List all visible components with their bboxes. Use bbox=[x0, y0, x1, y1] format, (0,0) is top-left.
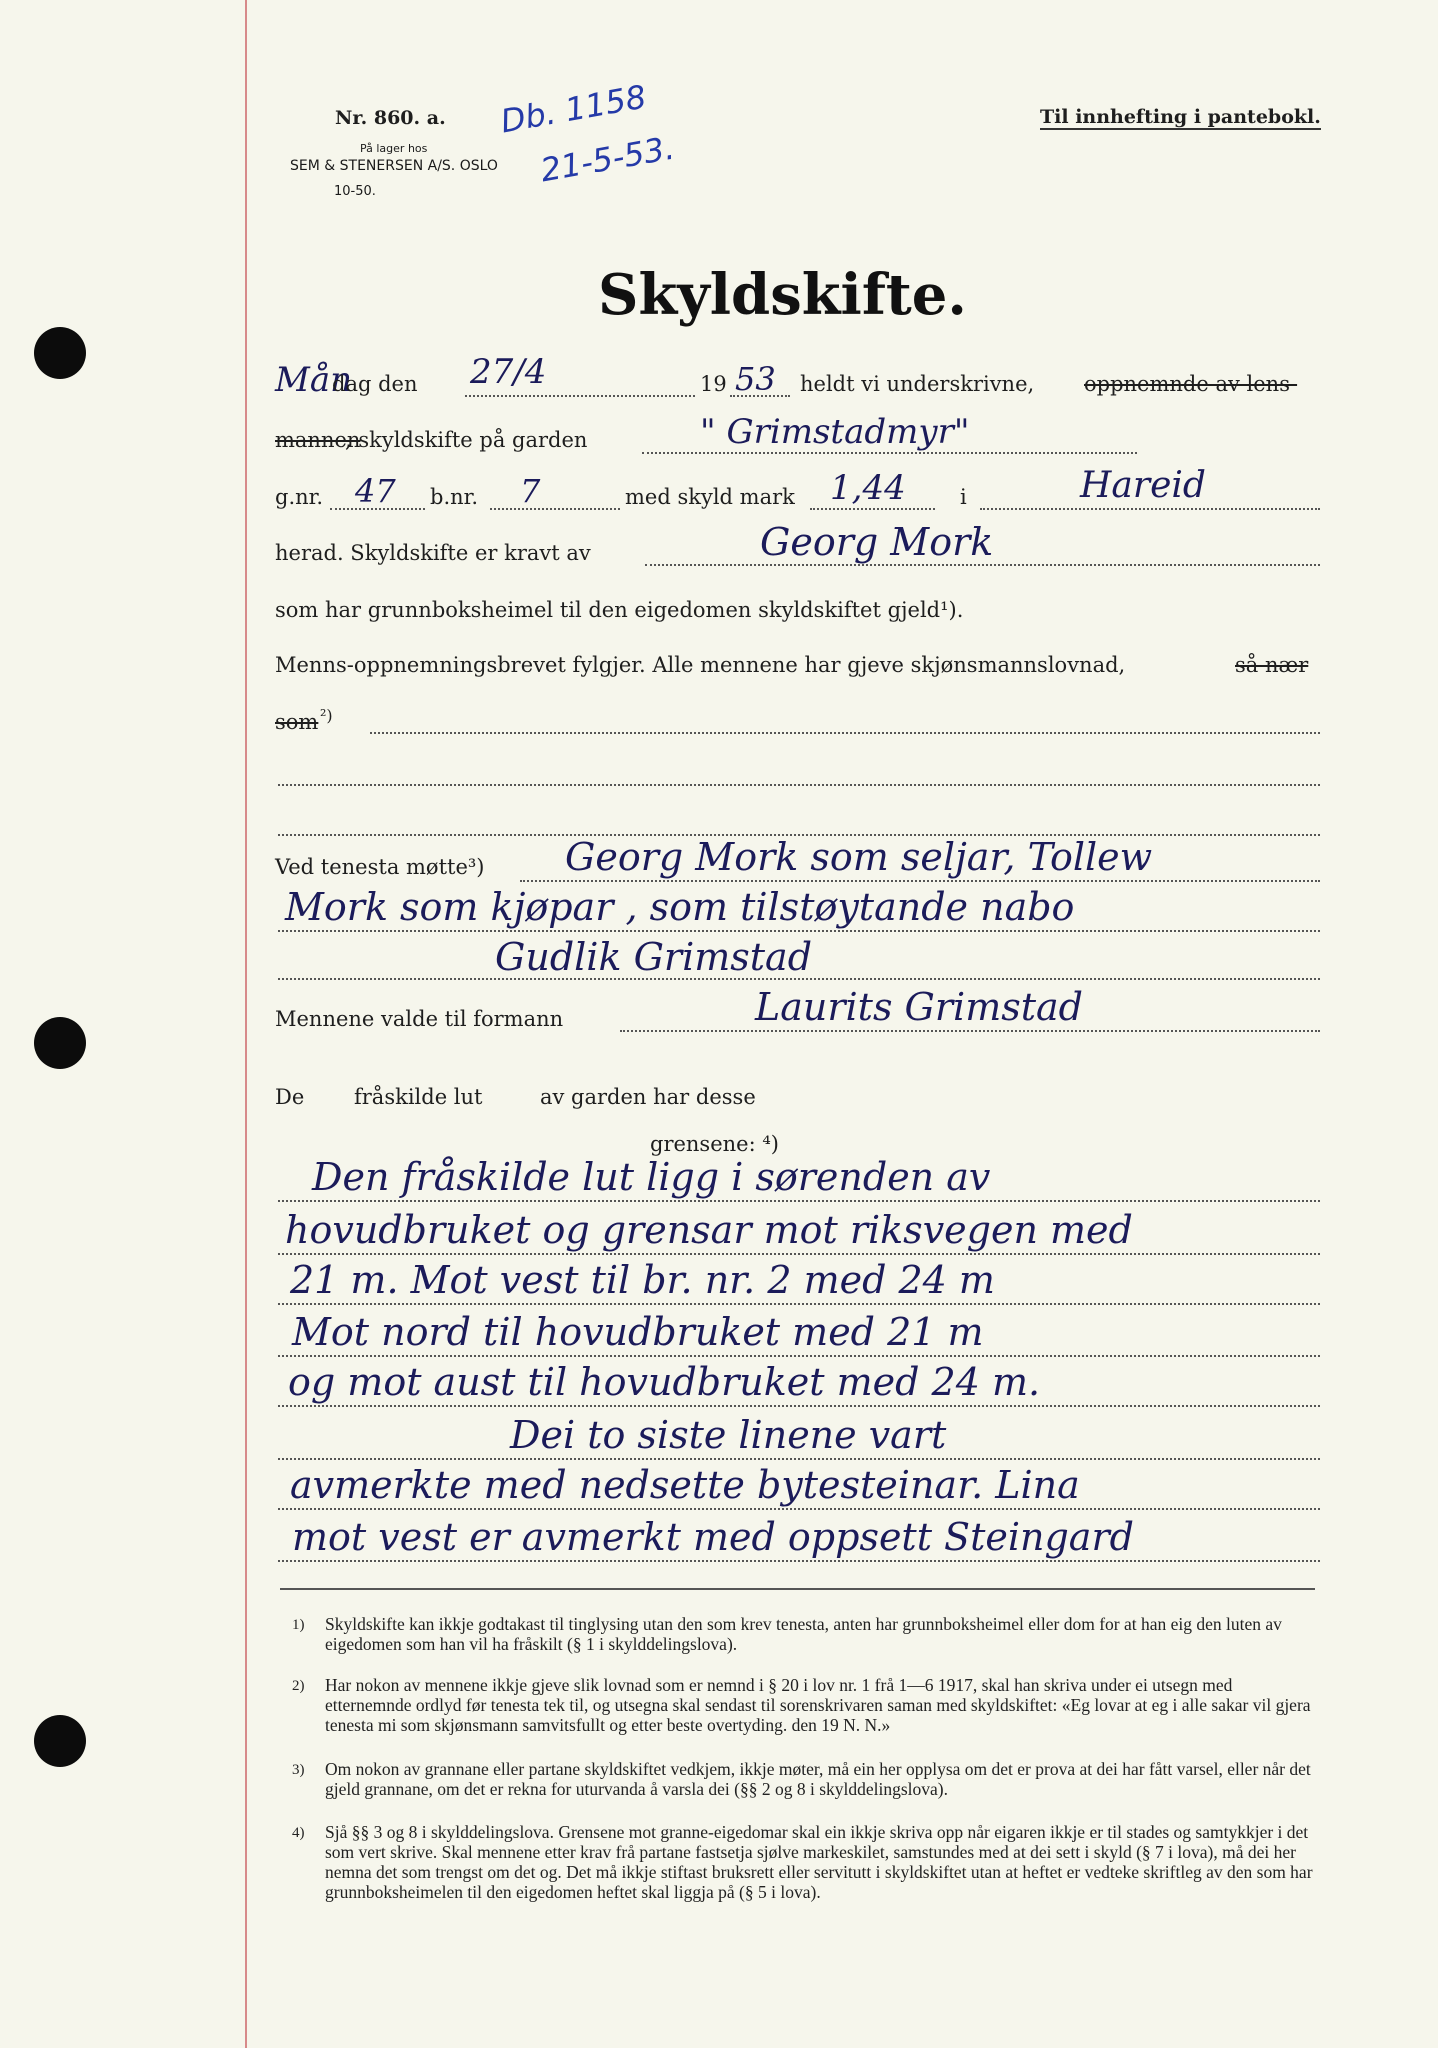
bnr-field-line bbox=[490, 508, 620, 510]
footnote-text: Om nokon av grannane eller partane skyldskiftet vedkjem, ikkje møter, må ein her opplysa om det er prova at dei har fått varsel, eller når det gjeld grannane, om det er rekna for uturvanda å varsla dei (§§ 2 og 8 i skylddelingslova). bbox=[325, 1759, 1311, 1799]
footnote-number: 1) bbox=[292, 1617, 305, 1633]
publisher-line: På lager hos bbox=[360, 142, 428, 155]
farm-field-line bbox=[642, 452, 1137, 454]
met-field-line bbox=[520, 880, 1320, 882]
blank-line bbox=[278, 784, 1320, 786]
boundary-handwritten-line: hovudbruket og grensar mot riksvegen med bbox=[285, 1208, 1133, 1252]
footnote-text: Sjå §§ 3 og 8 i skylddelingslova. Grensene mot granne-eigedomar skal ein ikkje skriva opp når eigaren ikkje er til stades og samtykkjer i det som vert skrive. Skal mennene etter krav frå partane fastsetja sjølve markeskilet, samstundes med at dei sett i skyld (§ 7 i lova), må dei her nemna det som trengst om det og. Det må ikkje stiftast bruksrett eller servitutt i skyldskiftet utan at heftet er vedteke skriftleg av den som har grunnboksheimelen til den eigedomen heftet skal liggja på (§ 5 i lova). bbox=[325, 1822, 1313, 1902]
weekday-suffix: dag den bbox=[332, 372, 418, 396]
in-label: i bbox=[960, 485, 967, 509]
registration-stamp-date: 21-5-53. bbox=[537, 128, 678, 190]
blank-line bbox=[370, 732, 1320, 734]
binder-hole bbox=[34, 327, 86, 379]
boundary-handwritten-line: avmerkte med nedsette bytesteinar. Lina bbox=[290, 1463, 1080, 1507]
footnote-number: 4) bbox=[292, 1825, 305, 1841]
boundary-handwritten-line: Dei to siste linene vart bbox=[510, 1413, 947, 1457]
boundary-handwritten-line: og mot aust til hovudbruket med 24 m. bbox=[288, 1360, 1041, 1404]
year-prefix: 19 bbox=[700, 372, 727, 396]
mark-field-line bbox=[810, 508, 935, 510]
boundary-field-line bbox=[278, 1253, 1320, 1255]
demand-field-line bbox=[645, 564, 1320, 566]
met-label: Ved tenesta møtte³) bbox=[275, 855, 485, 879]
form-number: Nr. 860. a. bbox=[335, 107, 446, 129]
demand-handwritten: Georg Mork bbox=[760, 520, 994, 564]
date-handwritten: 27/4 bbox=[470, 352, 547, 392]
boundary-field-line bbox=[278, 1200, 1320, 1202]
gnr-label: g.nr. bbox=[275, 485, 324, 509]
met-field-line bbox=[278, 930, 1320, 932]
footnote-number: 2) bbox=[292, 1678, 305, 1694]
held-text: heldt vi underskrivne, bbox=[800, 372, 1035, 396]
boundary-de: De bbox=[275, 1085, 305, 1109]
boundary-handwritten-line: mot vest er avmerkt med oppsett Steingard bbox=[292, 1515, 1134, 1559]
boundary-rest: av garden har desse bbox=[540, 1085, 756, 1109]
boundary-field-line bbox=[278, 1355, 1320, 1357]
farm-label: , skyldskifte på garden bbox=[345, 428, 588, 452]
herad-handwritten: Hareid bbox=[1080, 465, 1206, 506]
boundary-grensene: grensene: ⁴) bbox=[650, 1132, 779, 1156]
boundary-field-line bbox=[278, 1303, 1320, 1305]
met-handwritten-line: Mork som kjøpar , som tilstøytande nabo bbox=[285, 885, 1075, 929]
menns-text: Menns-oppnemningsbrevet fylgjer. Alle mennene har gjeve skjønsmannslovnad, bbox=[275, 653, 1126, 677]
chair-label: Mennene valde til formann bbox=[275, 1007, 564, 1031]
boundary-field-line bbox=[278, 1405, 1320, 1407]
gnr-handwritten: 47 bbox=[355, 472, 396, 510]
som-struck: som bbox=[275, 710, 319, 734]
herad-field-line bbox=[980, 508, 1320, 510]
binding-note: Til innhefting i pantebokl. bbox=[1040, 106, 1321, 128]
mark-label: med skyld mark bbox=[625, 485, 795, 509]
publisher-name: SEM & STENERSEN A/S. OSLO bbox=[290, 158, 498, 174]
boundary-handwritten-line: 21 m. Mot vest til br. nr. 2 med 24 m bbox=[290, 1258, 995, 1302]
met-handwritten-line: Gudlik Grimstad bbox=[495, 935, 813, 979]
year-handwritten: 53 bbox=[735, 360, 776, 398]
chair-handwritten: Laurits Grimstad bbox=[755, 985, 1083, 1029]
boundary-field-line bbox=[278, 1560, 1320, 1562]
struck-text: oppnemnde av lens- bbox=[1084, 372, 1298, 396]
publisher-date: 10-50. bbox=[334, 184, 376, 199]
boundary-handwritten-line: Mot nord til hovudbruket med 21 m bbox=[292, 1310, 984, 1354]
grunnbok-text: som har grunnboksheimel til den eigedomen skyldskiftet gjeld¹). bbox=[275, 598, 964, 622]
bnr-handwritten: 7 bbox=[520, 472, 541, 510]
demand-label: herad. Skyldskifte er kravt av bbox=[275, 541, 591, 565]
mark-handwritten: 1,44 bbox=[830, 468, 906, 508]
farm-handwritten: " Grimstadmyr" bbox=[700, 412, 970, 452]
boundary-lut: fråskilde lut bbox=[354, 1085, 483, 1109]
footnote-text: Skyldskifte kan ikkje godtakast til tinglysing utan den som krev tenesta, anten har grunnboksheimel eller dom for at han eig den luten av eigedomen som han vil ha fråskilt (§ 1 i skylddelingslova). bbox=[325, 1614, 1282, 1654]
footnote-text: Har nokon av mennene ikkje gjeve slik lovnad som er nemnd i § 20 i lov nr. 1 frå 1—6 1917, skal han skriva under ei utsegn med etternemnde ordlyd før tenesta tek til, og utsegna skal sendast til sorenskrivaren saman med skyldskiftet: «Eg lovar at eg i alle sakar vil gjera tenesta mi som skjønsmann samvitsfullt og etter beste overtyding. den 19 N. N.» bbox=[325, 1675, 1311, 1735]
met-handwritten-line: Georg Mork som seljar, Tollew bbox=[565, 835, 1153, 879]
struck-text: mannen bbox=[275, 428, 361, 452]
date-field-line bbox=[465, 395, 695, 397]
page-title: Skyldskifte. bbox=[598, 262, 967, 328]
binder-hole bbox=[34, 1715, 86, 1767]
som-footnote-ref: ²) bbox=[320, 706, 333, 725]
weekday-handwritten: Mån bbox=[275, 360, 352, 400]
menns-struck: så nær bbox=[1235, 653, 1309, 677]
footnote-number: 3) bbox=[292, 1762, 305, 1778]
boundary-field-line bbox=[278, 1458, 1320, 1460]
boundary-field-line bbox=[278, 1508, 1320, 1510]
binder-hole bbox=[34, 1017, 86, 1069]
registration-stamp-number: Db. 1158 bbox=[497, 77, 649, 141]
boundary-handwritten-line: Den fråskilde lut ligg i sørenden av bbox=[312, 1155, 991, 1199]
bnr-label: b.nr. bbox=[430, 485, 479, 509]
chair-field-line bbox=[620, 1030, 1320, 1032]
margin-line bbox=[245, 0, 247, 2048]
footnote-rule bbox=[280, 1588, 1315, 1590]
